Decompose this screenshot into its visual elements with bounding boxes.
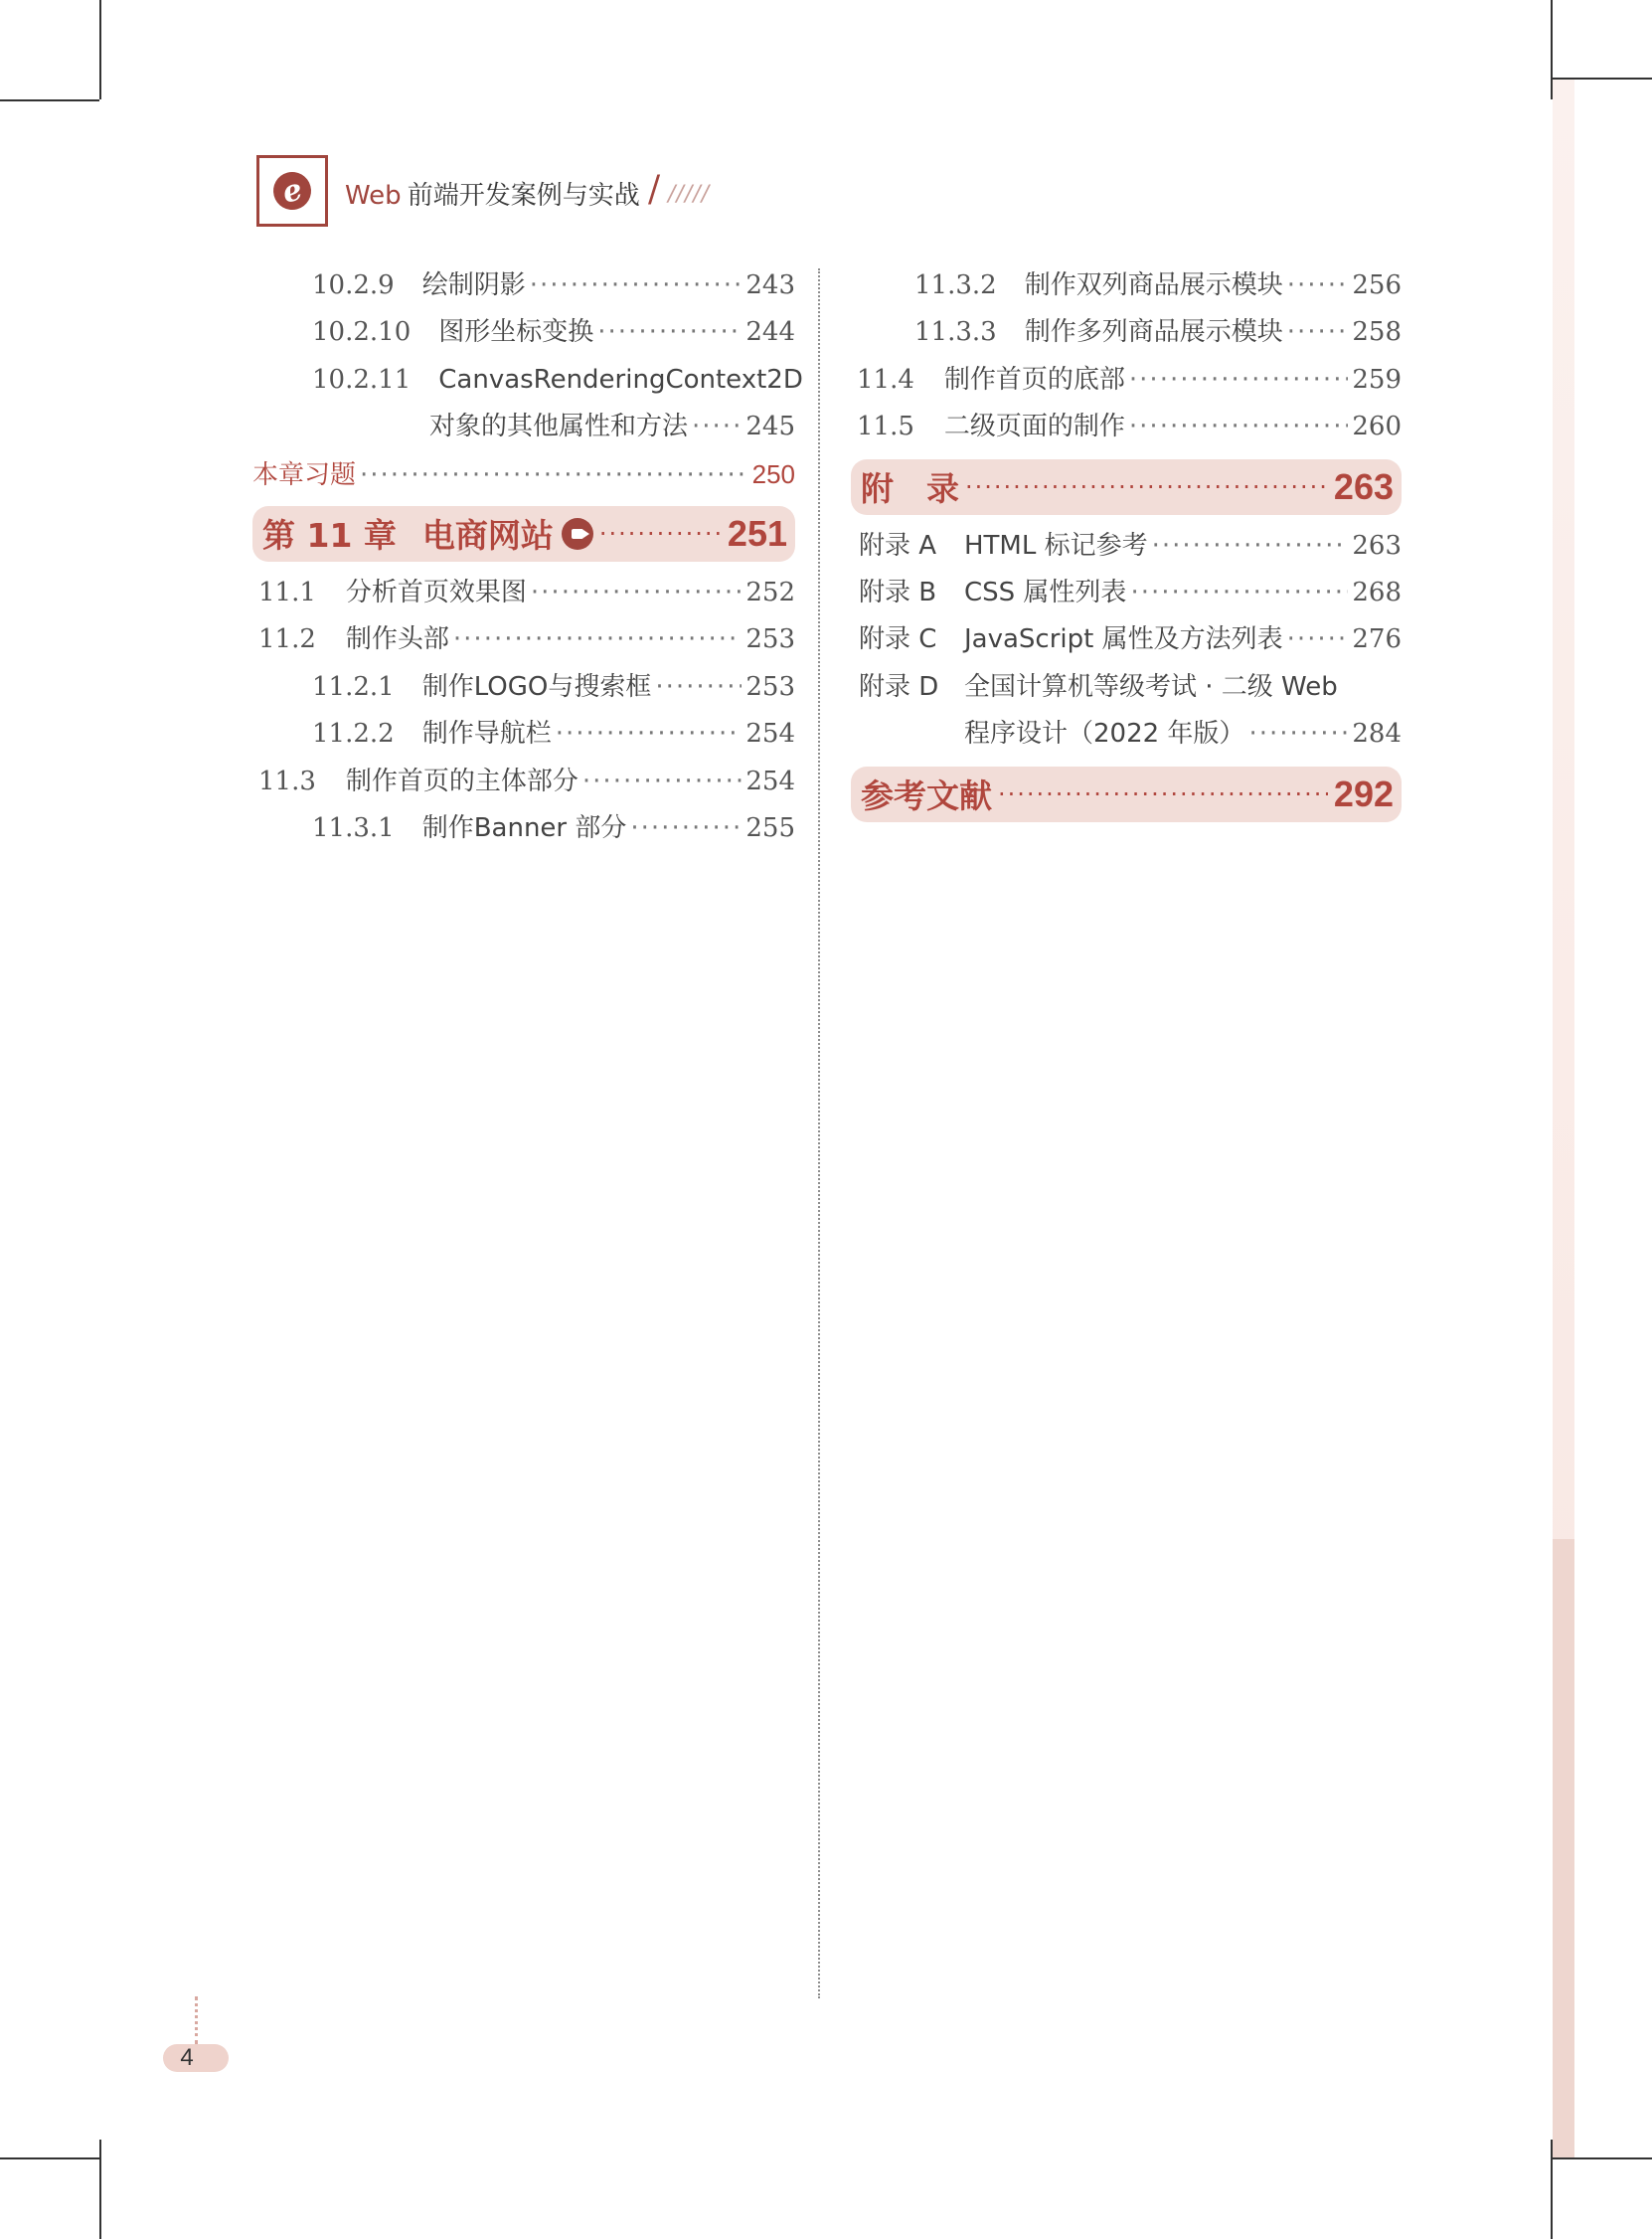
entry-page: 250 bbox=[751, 458, 795, 489]
toc-entry[interactable] bbox=[252, 759, 795, 805]
book-title bbox=[345, 175, 640, 212]
entry-title: 制作双列商品展示模块 bbox=[1024, 270, 1283, 300]
entry-title: 制作导航栏 bbox=[421, 719, 552, 750]
entry-title: CSS 属性列表 bbox=[964, 577, 1127, 607]
toc-entry[interactable] bbox=[252, 570, 795, 616]
entry-number: 11.4 bbox=[857, 364, 914, 395]
title-slash: / bbox=[648, 169, 661, 210]
entry-number: 11.2 bbox=[258, 624, 316, 655]
toc-entry[interactable] bbox=[252, 357, 803, 404]
entry-title: 制作首页的主体部分 bbox=[345, 766, 578, 796]
entry-page: 276 bbox=[1352, 624, 1402, 655]
entry-title: 制作头部 bbox=[345, 624, 449, 655]
page-number-dots bbox=[195, 1996, 198, 2044]
column-divider bbox=[818, 268, 820, 1998]
entry-page: 243 bbox=[745, 270, 795, 300]
entry-page: 255 bbox=[745, 812, 795, 843]
chapter-label: 第 11 章 bbox=[262, 516, 397, 556]
entry-title: 制作Banner 部分 bbox=[421, 812, 627, 843]
entry-title: HTML 标记参考 bbox=[964, 530, 1148, 561]
entry-title: 全国计算机等级考试 · 二级 Web bbox=[964, 671, 1338, 702]
book-title-zh: 前端开发案例与实战 bbox=[407, 181, 640, 211]
entry-number: 11.3.3 bbox=[914, 317, 997, 348]
entry-title: JavaScript 属性及方法列表 bbox=[964, 624, 1283, 655]
leader-dots bbox=[1152, 523, 1349, 570]
entry-page: 254 bbox=[745, 766, 795, 796]
entry-number: 10.2.9 bbox=[312, 270, 395, 300]
side-decoration-band-lower bbox=[1553, 1539, 1574, 2157]
leader-dots bbox=[1248, 711, 1348, 758]
leader-dots bbox=[599, 520, 722, 548]
leader-dots bbox=[597, 309, 742, 356]
entry-title: 图形坐标变换 bbox=[438, 317, 594, 348]
entry-number: 11.3 bbox=[258, 766, 316, 796]
leader-dots bbox=[692, 404, 742, 450]
entry-number: 10.2.11 bbox=[312, 364, 412, 395]
toc-entry[interactable] bbox=[252, 309, 795, 356]
leader-dots bbox=[556, 711, 743, 758]
entry-title: 对象的其他属性和方法 bbox=[429, 412, 689, 442]
entry-number: 11.5 bbox=[857, 412, 914, 442]
chapter-page: 251 bbox=[727, 512, 787, 554]
entry-title: 二级页面的制作 bbox=[943, 412, 1125, 442]
leader-dots bbox=[453, 616, 742, 663]
crop-mark bbox=[1553, 2157, 1652, 2159]
entry-number: 11.2.2 bbox=[312, 719, 395, 750]
entry-page: 244 bbox=[745, 317, 795, 348]
entry-number: 附录 D bbox=[859, 671, 939, 702]
crop-mark bbox=[99, 0, 101, 99]
browser-e-icon: e bbox=[269, 168, 316, 215]
entry-page: 260 bbox=[1352, 412, 1402, 442]
toc-left-column bbox=[252, 262, 803, 852]
entry-page: 284 bbox=[1352, 719, 1402, 750]
leader-dots bbox=[531, 570, 742, 616]
entry-title: 制作LOGO与搜索框 bbox=[421, 671, 652, 702]
toc-entry-continued[interactable] bbox=[252, 404, 795, 450]
toc-entry[interactable] bbox=[252, 616, 795, 663]
book-logo bbox=[256, 155, 328, 227]
leader-dots bbox=[1129, 357, 1348, 404]
page-number-badge bbox=[163, 2044, 229, 2072]
toc-entry[interactable] bbox=[851, 404, 1402, 450]
toc-entry[interactable] bbox=[851, 309, 1402, 356]
leader-dots bbox=[655, 664, 742, 711]
entry-number: 11.3.1 bbox=[312, 812, 395, 843]
leader-dots bbox=[582, 759, 742, 805]
entry-page: 254 bbox=[745, 719, 795, 750]
toc-entry[interactable] bbox=[851, 262, 1402, 309]
toc-entry[interactable] bbox=[851, 616, 1402, 663]
leader-dots bbox=[965, 473, 1328, 501]
entry-title: 制作多列商品展示模块 bbox=[1024, 317, 1283, 348]
toc-entry[interactable] bbox=[252, 262, 795, 309]
entry-title: 本章习题 bbox=[252, 459, 357, 490]
toc-entry[interactable] bbox=[851, 664, 1402, 711]
entry-title: 制作首页的底部 bbox=[943, 364, 1125, 395]
appendix-title: 附 录 bbox=[861, 469, 959, 509]
leader-dots bbox=[1287, 309, 1349, 356]
entry-page: 259 bbox=[1352, 364, 1402, 395]
toc-right-column bbox=[851, 262, 1402, 830]
leader-dots bbox=[630, 805, 742, 852]
toc-entry[interactable] bbox=[252, 711, 795, 758]
appendix-page: 263 bbox=[1333, 465, 1394, 507]
entry-page: 253 bbox=[745, 624, 795, 655]
entry-page: 258 bbox=[1352, 317, 1402, 348]
toc-entry[interactable] bbox=[851, 523, 1402, 570]
toc-entry[interactable] bbox=[851, 570, 1402, 616]
entry-number: 11.2.1 bbox=[312, 671, 395, 702]
appendix-heading-band[interactable] bbox=[851, 459, 1402, 515]
leader-dots bbox=[1287, 262, 1349, 309]
leader-dots bbox=[360, 452, 748, 499]
references-heading-band[interactable] bbox=[851, 767, 1402, 822]
chapter-title: 电商网站 bbox=[421, 516, 554, 556]
entry-page: 263 bbox=[1352, 530, 1402, 561]
entry-title: 绘制阴影 bbox=[421, 270, 526, 300]
book-title-en: Web bbox=[345, 181, 402, 211]
chapter-heading-band[interactable] bbox=[252, 506, 795, 562]
toc-entry-continued[interactable] bbox=[851, 711, 1402, 758]
entry-number: 10.2.10 bbox=[312, 317, 412, 348]
leader-dots bbox=[1287, 616, 1349, 663]
references-page: 292 bbox=[1333, 773, 1394, 814]
entry-title: 分析首页效果图 bbox=[345, 577, 527, 607]
toc-entry[interactable] bbox=[851, 357, 1402, 404]
references-title: 参考文献 bbox=[861, 776, 992, 816]
toc-practice-entry[interactable] bbox=[252, 451, 795, 498]
entry-number: 11.1 bbox=[258, 577, 316, 607]
entry-number: 附录 B bbox=[859, 577, 937, 607]
leader-dots bbox=[1129, 404, 1348, 450]
entry-page: 253 bbox=[745, 671, 795, 702]
crop-mark bbox=[0, 99, 99, 101]
entry-number: 附录 C bbox=[859, 624, 937, 655]
entry-page: 252 bbox=[745, 577, 795, 607]
crop-mark bbox=[99, 2140, 101, 2239]
toc-entry[interactable] bbox=[252, 664, 795, 711]
page-number: 4 bbox=[180, 2044, 194, 2071]
leader-dots bbox=[530, 262, 743, 309]
entry-page: 268 bbox=[1352, 577, 1402, 607]
title-hatch-decoration: ///// bbox=[668, 182, 711, 207]
entry-page: 245 bbox=[745, 412, 795, 442]
entry-title: CanvasRenderingContext2D bbox=[438, 364, 803, 395]
leader-dots bbox=[998, 780, 1328, 808]
entry-number: 附录 A bbox=[859, 530, 937, 561]
entry-title: 程序设计（2022 年版） bbox=[964, 719, 1245, 750]
entry-number: 11.3.2 bbox=[914, 270, 997, 300]
video-camera-icon bbox=[562, 518, 593, 550]
entry-page: 256 bbox=[1352, 270, 1402, 300]
crop-mark bbox=[0, 2157, 99, 2159]
leader-dots bbox=[1130, 570, 1348, 616]
toc-entry[interactable] bbox=[252, 805, 795, 852]
